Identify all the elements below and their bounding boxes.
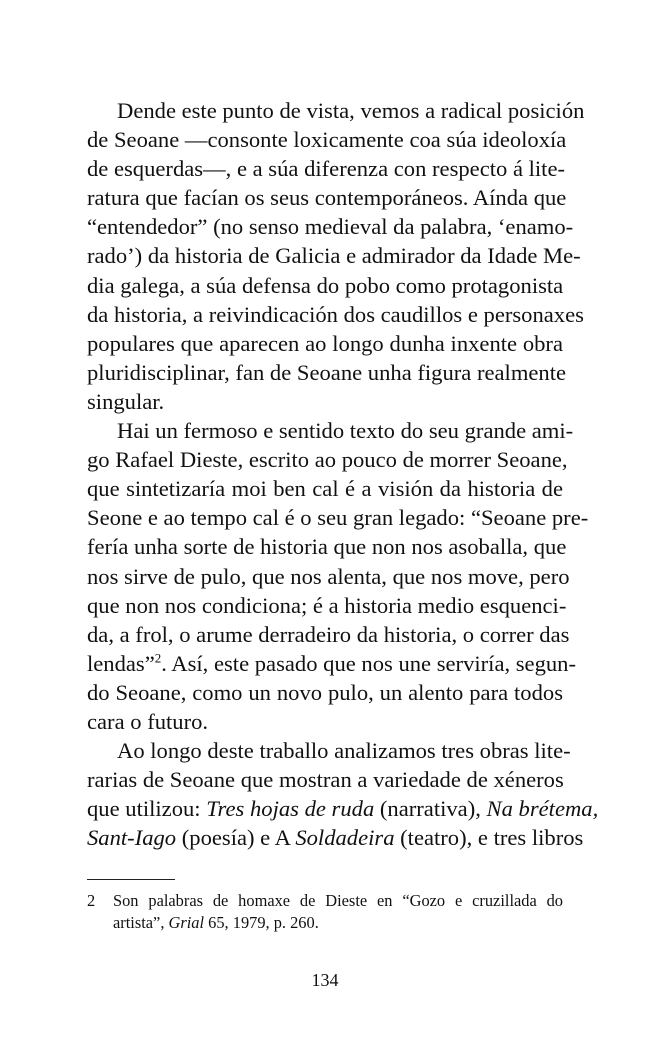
text-line: ratura que facían os seus contemporáneos. Aínda que (87, 185, 567, 211)
text-line: de Seoane —consonte loxicamente coa súa ideoloxía (87, 127, 567, 153)
text-line: da historia, a reivindicación dos caudillos e personaxes (87, 301, 584, 327)
text-line: cara o futuro. (87, 708, 209, 734)
text-segment: lendas” (87, 650, 155, 676)
text-segment: A (274, 825, 296, 851)
text-line: dia galega, a súa defensa do pobo como protagonista (87, 272, 564, 298)
paragraph-3 (87, 736, 599, 852)
page-number: 134 (311, 970, 339, 990)
text-line: fería unha sorte de historia que non nos asoballa, que (87, 534, 567, 560)
footnote-line: Son palabras de homaxe de Dieste en “Gozo e cruzillada do (113, 891, 563, 910)
text-line: da, a frol, o arume derradeiro da historia, o correr das (87, 621, 570, 647)
text-line: nos sirve de pulo, que nos alenta, que nos move, pero (87, 563, 570, 589)
text-line: singular. (87, 388, 165, 414)
work-title: Tres hojas de ruda (206, 796, 375, 822)
text-line: go Rafael Dieste, escrito ao pouco de morrer Seoane, (87, 447, 568, 473)
footnote-body (113, 890, 563, 934)
text-line: pluridisciplinar, fan de Seoane unha figura realmente (87, 359, 567, 385)
body-text (87, 96, 599, 852)
work-title: Sant-Iago (87, 825, 177, 851)
journal-title: Grial (168, 913, 205, 932)
text-line: “entendedor” (no senso medieval da palabra, ‘enamo- (87, 214, 574, 240)
text-line (87, 794, 599, 823)
text-segment: que utilizou: (87, 796, 207, 822)
text-line: Dende este punto de vista, vemos a radical posición (117, 98, 585, 123)
footnote-number: 2 (87, 891, 96, 910)
text-segment: 65, 1979, p. 260. (204, 913, 319, 932)
text-line-with-footnote (87, 649, 577, 678)
text-line (87, 823, 584, 852)
text-segment: (teatro), e tres libros (394, 825, 584, 851)
footnote-divider (87, 879, 175, 880)
text-line: Seone e ao tempo cal é o seu gran legado: “Seoane pre- (87, 505, 589, 531)
work-title: Soldadeira (295, 825, 395, 851)
text-line: que sintetizaría moi ben cal é a visión da historia de (87, 476, 563, 502)
text-line: Hai un fermoso e sentido texto do seu grande ami- (117, 418, 574, 444)
text-line: de esquerdas—, e a súa diferenza con respecto á lite- (87, 156, 565, 182)
text-line: do Seoane, como un novo pulo, un alento para todos (87, 679, 563, 705)
text-segment: (narrativa), (374, 796, 487, 822)
footnote-row (87, 890, 563, 934)
text-line: rarias de Seoane que mostran a variedade de xéneros (87, 767, 564, 793)
footnote (87, 890, 563, 934)
footnote-line (113, 912, 563, 934)
text-segment: . Así, este pasado que nos une serviría, segun- (161, 650, 577, 676)
footnote-reference[interactable]: 2 (154, 650, 162, 666)
text-segment: artista”, (113, 913, 169, 932)
text-line: Ao longo deste traballo analizamos tres obras lite- (117, 738, 571, 764)
text-segment: (poesía) e (176, 825, 275, 851)
text-line: que non nos condiciona; é a historia medio esquenci- (87, 592, 567, 618)
text-line: rado’) da historia de Galicia e admirador da Idade Me- (87, 243, 581, 269)
text-line: populares que aparecen ao longo dunha inxente obra (87, 330, 563, 356)
paragraph-2 (87, 416, 589, 736)
work-title: Na brétema, (486, 796, 599, 822)
paragraph-1 (87, 96, 585, 416)
